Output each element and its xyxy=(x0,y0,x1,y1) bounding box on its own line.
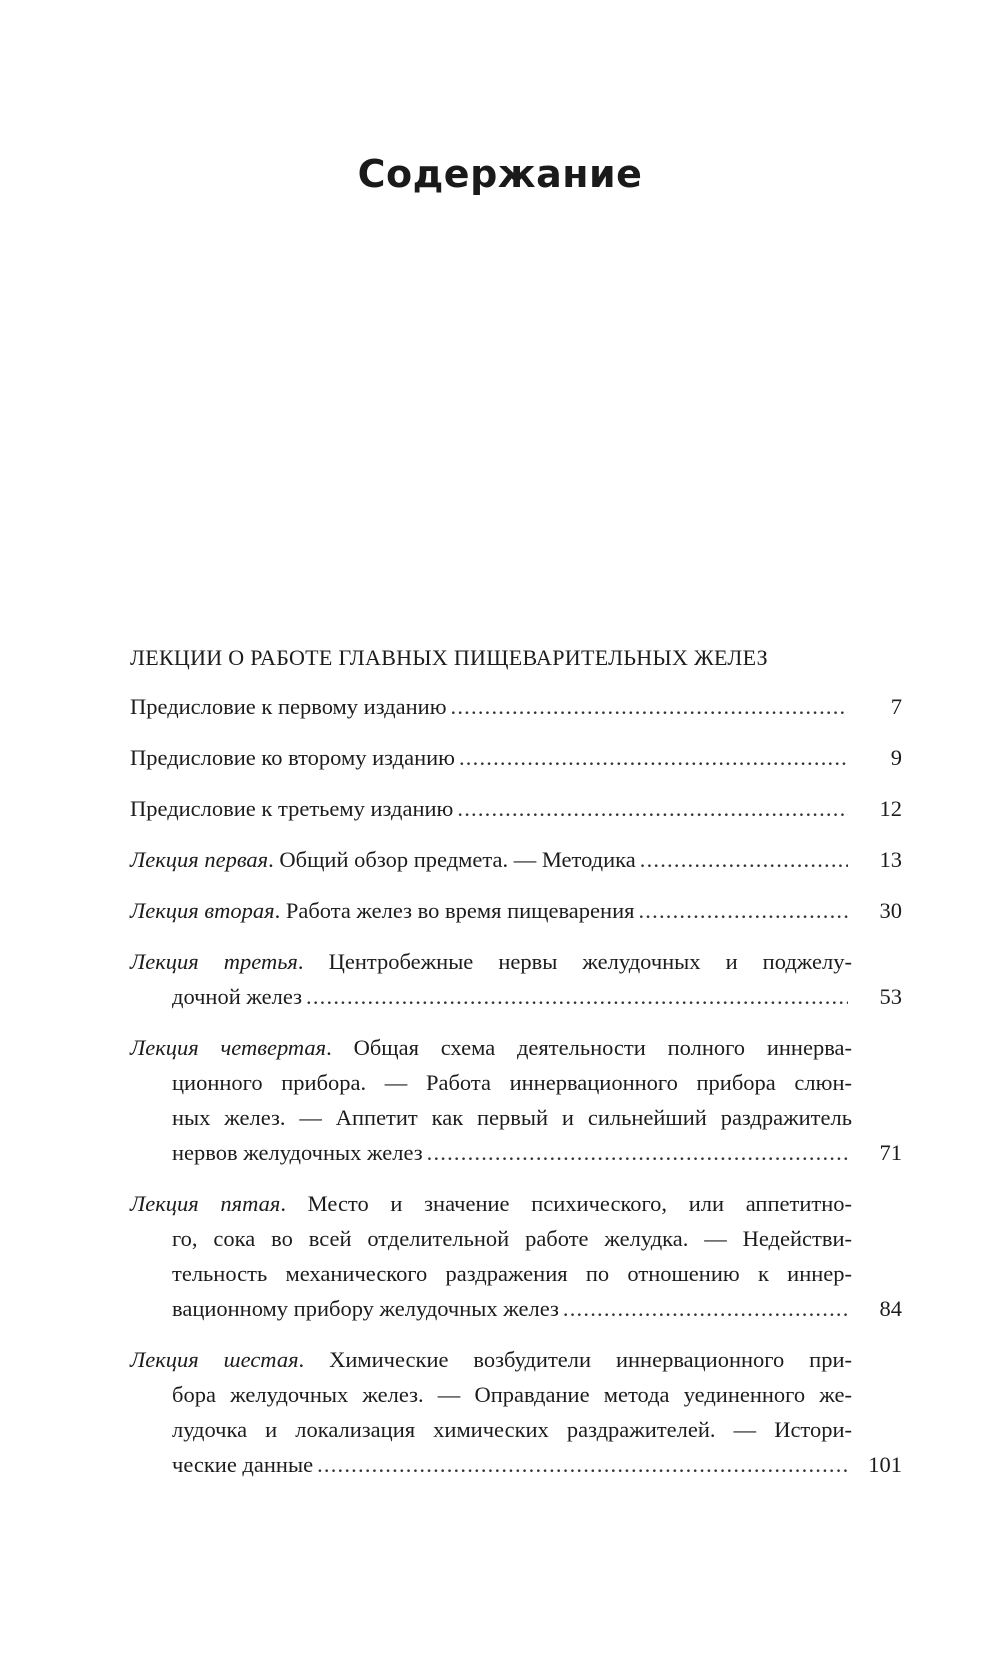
toc-entry-line xyxy=(130,1412,852,1447)
toc-entry[interactable] xyxy=(130,1342,902,1482)
page-number: 71 xyxy=(879,1140,902,1165)
toc-entry-title: . Химические возбудители иннервационного при- xyxy=(298,1347,852,1372)
page-number: 53 xyxy=(879,984,902,1009)
toc-entry-text xyxy=(130,1030,852,1170)
toc-entry-line-text xyxy=(172,1291,559,1326)
page-number: 9 xyxy=(890,745,902,770)
toc-entry-line xyxy=(130,842,852,877)
toc-entry-title: Предисловие к третьему изданию xyxy=(130,796,454,821)
toc-entry-title: . Общий обзор предмета. — Методика xyxy=(268,847,636,872)
toc-entry-title: Предисловие к первому изданию xyxy=(130,694,447,719)
toc-entry-line xyxy=(130,1100,852,1135)
page-number: 30 xyxy=(879,898,902,923)
toc-entry-line xyxy=(130,740,852,775)
toc-entry-line xyxy=(130,1256,852,1291)
toc-entry-line-text xyxy=(130,740,455,775)
toc-entry-line-text xyxy=(130,842,636,877)
toc-entry-line xyxy=(130,893,852,928)
toc-entry-line xyxy=(130,944,852,979)
toc-entry-text xyxy=(130,893,852,928)
toc-entry-line xyxy=(130,1342,852,1377)
toc-entry-line-text xyxy=(130,689,447,724)
toc-entry-title: Предисловие ко второму изданию xyxy=(130,745,455,770)
toc-entry-title: нервов желудочных желез xyxy=(172,1140,423,1165)
toc-entries xyxy=(130,689,902,1482)
toc-entry-line xyxy=(130,1065,852,1100)
dot-leader xyxy=(563,1291,848,1326)
toc-entry-title: . Место и значение психического, или аппетитно- xyxy=(280,1191,852,1216)
dot-leader xyxy=(640,842,848,877)
toc-entry[interactable] xyxy=(130,893,902,928)
toc-entry-line-text xyxy=(130,893,634,928)
table-of-contents xyxy=(130,640,902,1498)
lecture-label: Лекция первая xyxy=(130,847,269,872)
section-heading: ЛЕКЦИИ О РАБОТЕ ГЛАВНЫХ ПИЩЕВАРИТЕЛЬНЫХ ЖЕЛЕЗ xyxy=(130,645,768,670)
page-number: 7 xyxy=(890,694,902,719)
toc-entry-line xyxy=(130,1377,852,1412)
toc-entry-title: . Центробежные нервы желудочных и поджелу- xyxy=(297,949,852,974)
toc-entry-line xyxy=(130,1030,852,1065)
lecture-label: Лекция третья xyxy=(130,949,298,974)
toc-entry-line-text xyxy=(130,791,453,826)
toc-entry-line-text xyxy=(172,979,302,1014)
toc-entry-title: ционного прибора. — Работа иннервационного прибора слюн- xyxy=(172,1070,852,1095)
dot-leader xyxy=(451,689,848,724)
toc-entry-line xyxy=(130,979,852,1014)
dot-leader xyxy=(457,791,848,826)
page-number: 13 xyxy=(879,847,902,872)
toc-entry-text xyxy=(130,1186,852,1326)
toc-entry-text xyxy=(130,689,852,724)
toc-entry[interactable] xyxy=(130,842,902,877)
page-number: 101 xyxy=(868,1452,902,1477)
page-title: Содержание xyxy=(357,152,643,196)
toc-entry-line xyxy=(130,1291,852,1326)
dot-leader xyxy=(459,740,848,775)
toc-entry[interactable] xyxy=(130,1030,902,1170)
dot-leader xyxy=(638,893,848,928)
lecture-label: Лекция вторая xyxy=(130,898,275,923)
toc-entry-title: дочной желез xyxy=(172,984,303,1009)
toc-entry-text xyxy=(130,842,852,877)
toc-entry-title: вационному прибору желудочных желез xyxy=(172,1296,559,1321)
toc-entry-text xyxy=(130,944,852,1014)
toc-entry-line xyxy=(130,1221,852,1256)
lecture-label: Лекция шестая xyxy=(130,1347,299,1372)
toc-entry[interactable] xyxy=(130,740,902,775)
toc-entry-title: . Работа желез во время пищеварения xyxy=(274,898,635,923)
toc-entry-title: тельность механического раздражения по отношению к иннер- xyxy=(172,1261,852,1286)
toc-entry-title: го, сока во всей отделительной работе желудка. — Недействи- xyxy=(172,1226,852,1251)
dot-leader xyxy=(306,979,848,1014)
toc-entry-line xyxy=(130,689,852,724)
toc-entry-title: . Общая схема деятельности полного иннерва- xyxy=(326,1035,852,1060)
lecture-label: Лекция четвертая xyxy=(130,1035,327,1060)
toc-entry-line-text xyxy=(172,1135,423,1170)
dot-leader xyxy=(317,1447,848,1482)
dot-leader xyxy=(427,1135,848,1170)
toc-entry-title: ных желез. — Аппетит как первый и сильнейший раздражитель xyxy=(172,1105,852,1130)
toc-entry[interactable] xyxy=(130,689,902,724)
toc-entry[interactable] xyxy=(130,944,902,1014)
toc-entry[interactable] xyxy=(130,791,902,826)
toc-entry-line xyxy=(130,1447,852,1482)
toc-entry-title: лудочка и локализация химических раздражителей. — Истори- xyxy=(172,1417,852,1442)
toc-entry[interactable] xyxy=(130,1186,902,1326)
toc-entry-text xyxy=(130,740,852,775)
toc-entry-line xyxy=(130,1186,852,1221)
toc-entry-line xyxy=(130,791,852,826)
toc-entry-text xyxy=(130,1342,852,1482)
page-number: 12 xyxy=(879,796,902,821)
toc-entry-text xyxy=(130,791,852,826)
toc-entry-line-text xyxy=(172,1447,313,1482)
toc-entry-title: ческие данные xyxy=(172,1452,314,1477)
lecture-label: Лекция пятая xyxy=(130,1191,281,1216)
toc-entry-title: бора желудочных желез. — Оправдание метода уединенного же- xyxy=(172,1382,852,1407)
page-number: 84 xyxy=(879,1296,902,1321)
toc-entry-line xyxy=(130,1135,852,1170)
